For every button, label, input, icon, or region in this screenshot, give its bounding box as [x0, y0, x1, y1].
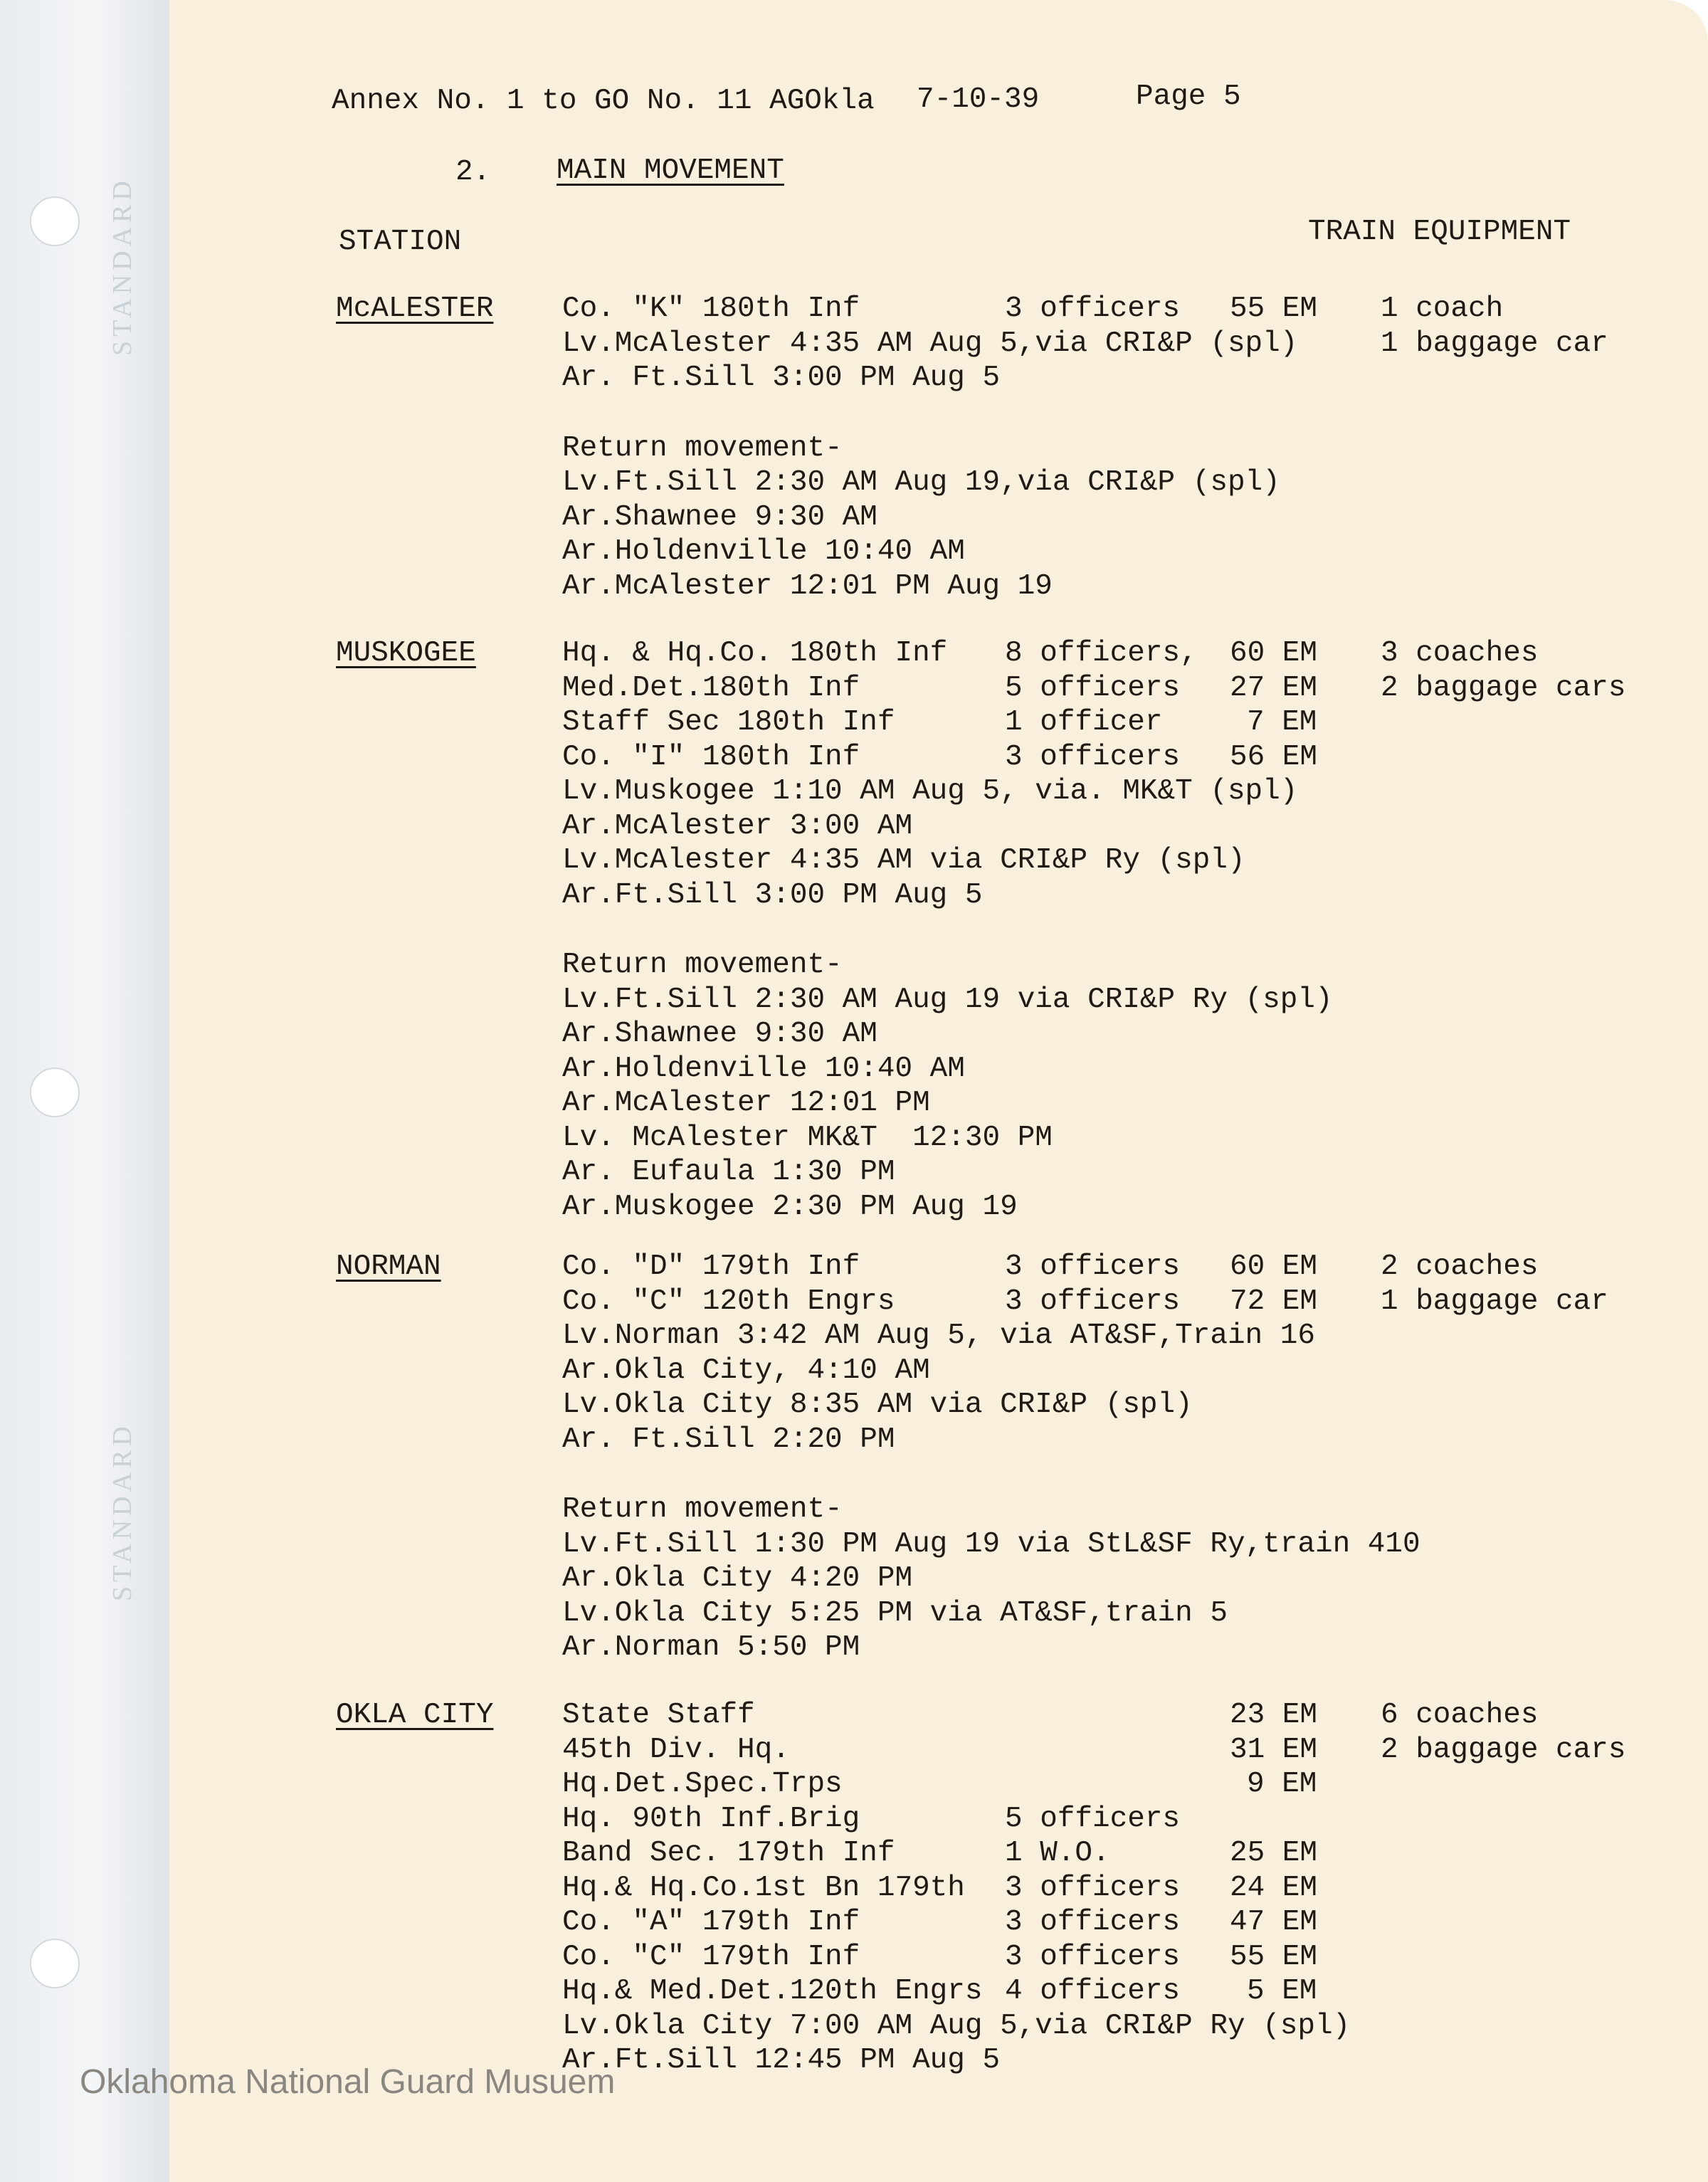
enlisted-count: 9 EM [1247, 1768, 1317, 1801]
document-date: 7-10-39 [917, 83, 1040, 116]
unit-name: Hq. & Hq.Co. 180th Inf [562, 637, 948, 670]
unit-name: Co. "D" 179th Inf [562, 1250, 860, 1283]
officer-count: 4 officers [1005, 1975, 1181, 2008]
return-schedule-line: Ar.Holdenville 10:40 AM [562, 1052, 965, 1085]
return-schedule-line: Lv.Ft.Sill 2:30 AM Aug 19 via CRI&P Ry (spl) [562, 983, 1333, 1016]
officer-count: 5 officers [1005, 1802, 1181, 1835]
unit-name: Hq.Det.Spec.Trps [562, 1768, 843, 1801]
enlisted-count: 55 EM [1230, 292, 1318, 325]
return-movement-label: Return movement- [562, 431, 843, 465]
unit-name: 45th Div. Hq. [562, 1733, 790, 1766]
enlisted-count: 56 EM [1230, 740, 1318, 774]
return-schedule-line: Lv.Okla City 5:25 PM via AT&SF,train 5 [562, 1596, 1228, 1630]
enlisted-count: 60 EM [1230, 1250, 1318, 1283]
punch-hole [30, 196, 80, 246]
train-equipment: 2 baggage cars [1381, 1733, 1626, 1766]
schedule-line: Lv.McAlester 4:35 AM via CRI&P Ry (spl) [562, 844, 1245, 877]
return-schedule-line: Ar. Eufaula 1:30 PM [562, 1156, 895, 1188]
schedule-line: Lv.McAlester 4:35 AM Aug 5,via CRI&P (spl) [562, 327, 1298, 360]
punch-hole [30, 1068, 80, 1117]
enlisted-count: 72 EM [1230, 1285, 1318, 1318]
return-schedule-line: Ar.Shawnee 9:30 AM [562, 1018, 877, 1050]
return-schedule-line: Ar.McAlester 12:01 PM [562, 1087, 930, 1119]
train-equipment: 3 coaches [1381, 637, 1539, 670]
enlisted-count: 25 EM [1230, 1837, 1318, 1870]
officer-count: 3 officers [1005, 1906, 1181, 1939]
page-number: Page 5 [1136, 80, 1241, 113]
unit-name: State Staff [562, 1699, 755, 1732]
return-schedule-line: Ar.McAlester 12:01 PM Aug 19 [562, 569, 1053, 603]
enlisted-count: 5 EM [1247, 1975, 1317, 2008]
officer-count: 3 officers [1005, 292, 1181, 325]
annex-reference: Annex No. 1 to GO No. 11 AGOkla [332, 85, 875, 117]
museum-watermark: Oklahoma National Guard Musuem [80, 2063, 616, 2101]
unit-name: Hq.& Hq.Co.1st Bn 179th [562, 1871, 965, 1904]
train-equipment: 1 baggage car [1381, 1285, 1608, 1318]
unit-name: Staff Sec 180th Inf [562, 706, 895, 739]
station-name: NORMAN [336, 1250, 441, 1283]
officer-count: 3 officers [1005, 1250, 1181, 1283]
unit-name: Band Sec. 179th Inf [562, 1837, 895, 1870]
unit-name: Hq.& Med.Det.120th Engrs [562, 1975, 983, 2008]
schedule-line: Ar.Ft.Sill 3:00 PM Aug 5 [562, 878, 983, 912]
binder-strip [0, 0, 169, 2182]
station-name: McALESTER [336, 292, 494, 325]
unit-name: Co. "C" 120th Engrs [562, 1285, 895, 1318]
officer-count: 1 W.O. [1005, 1837, 1110, 1870]
schedule-line: Ar.Ft.Sill 12:45 PM Aug 5 [562, 2044, 1001, 2077]
unit-name: Co. "K" 180th Inf [562, 292, 860, 325]
return-schedule-line: Lv.Ft.Sill 1:30 PM Aug 19 via StL&SF Ry,train 410 [562, 1527, 1420, 1561]
officer-count: 8 officers, [1005, 637, 1198, 670]
enlisted-count: 24 EM [1230, 1871, 1318, 1904]
enlisted-count: 55 EM [1230, 1940, 1318, 1973]
schedule-line: Lv.Muskogee 1:10 AM Aug 5, via. MK&T (spl) [562, 775, 1298, 808]
return-movement-label: Return movement- [562, 1493, 843, 1526]
station-name: OKLA CITY [336, 1699, 494, 1732]
schedule-line: Lv.Norman 3:42 AM Aug 5, via AT&SF,Train 16 [562, 1319, 1315, 1352]
section-number: 2. [455, 156, 491, 189]
train-equipment: 1 coach [1381, 292, 1504, 325]
schedule-line: Ar.Okla City, 4:10 AM [562, 1354, 930, 1387]
officer-count: 5 officers [1005, 671, 1181, 705]
section-title: MAIN MOVEMENT [557, 154, 784, 187]
return-schedule-line: Ar.Muskogee 2:30 PM Aug 19 [562, 1190, 1018, 1223]
officer-count: 1 officer [1005, 706, 1163, 739]
schedule-line: Ar. Ft.Sill 3:00 PM Aug 5 [562, 362, 1001, 394]
enlisted-count: 31 EM [1230, 1733, 1318, 1766]
train-equipment: 6 coaches [1381, 1699, 1539, 1732]
unit-name: Co. "I" 180th Inf [562, 740, 860, 774]
station-column-header: STATION [339, 226, 462, 258]
unit-name: Med.Det.180th Inf [562, 671, 860, 705]
punch-hole [30, 1939, 80, 1988]
train-equipment: 2 baggage cars [1381, 671, 1626, 705]
schedule-line: Lv.Okla City 7:00 AM Aug 5,via CRI&P Ry (spl) [562, 2009, 1351, 2043]
train-equipment: 1 baggage car [1381, 327, 1608, 360]
enlisted-count: 47 EM [1230, 1906, 1318, 1939]
equipment-column-header: TRAIN EQUIPMENT [1308, 216, 1571, 248]
enlisted-count: 23 EM [1230, 1699, 1318, 1732]
officer-count: 3 officers [1005, 1871, 1181, 1904]
return-schedule-line: Ar.Holdenville 10:40 AM [562, 535, 965, 568]
return-schedule-line: Lv. McAlester MK&T 12:30 PM [562, 1121, 1053, 1154]
schedule-line: Ar.McAlester 3:00 AM [562, 809, 913, 843]
enlisted-count: 27 EM [1230, 671, 1318, 705]
unit-name: Hq. 90th Inf.Brig [562, 1802, 860, 1835]
officer-count: 3 officers [1005, 740, 1181, 774]
enlisted-count: 60 EM [1230, 637, 1318, 670]
binder-label: STANDARD [107, 176, 137, 356]
officer-count: 3 officers [1005, 1285, 1181, 1318]
unit-name: Co. "C" 179th Inf [562, 1940, 860, 1973]
station-name: MUSKOGEE [336, 637, 476, 670]
return-schedule-line: Lv.Ft.Sill 2:30 AM Aug 19,via CRI&P (spl) [562, 466, 1280, 499]
schedule-line: Lv.Okla City 8:35 AM via CRI&P (spl) [562, 1388, 1193, 1421]
return-schedule-line: Ar.Shawnee 9:30 AM [562, 500, 877, 534]
officer-count: 3 officers [1005, 1940, 1181, 1973]
return-movement-label: Return movement- [562, 949, 843, 981]
schedule-line: Ar. Ft.Sill 2:20 PM [562, 1423, 895, 1456]
return-schedule-line: Ar.Norman 5:50 PM [562, 1631, 860, 1664]
train-equipment: 2 coaches [1381, 1250, 1539, 1283]
binder-label: STANDARD [107, 1422, 137, 1601]
enlisted-count: 7 EM [1247, 706, 1317, 739]
unit-name: Co. "A" 179th Inf [562, 1906, 860, 1939]
return-schedule-line: Ar.Okla City 4:20 PM [562, 1562, 913, 1595]
